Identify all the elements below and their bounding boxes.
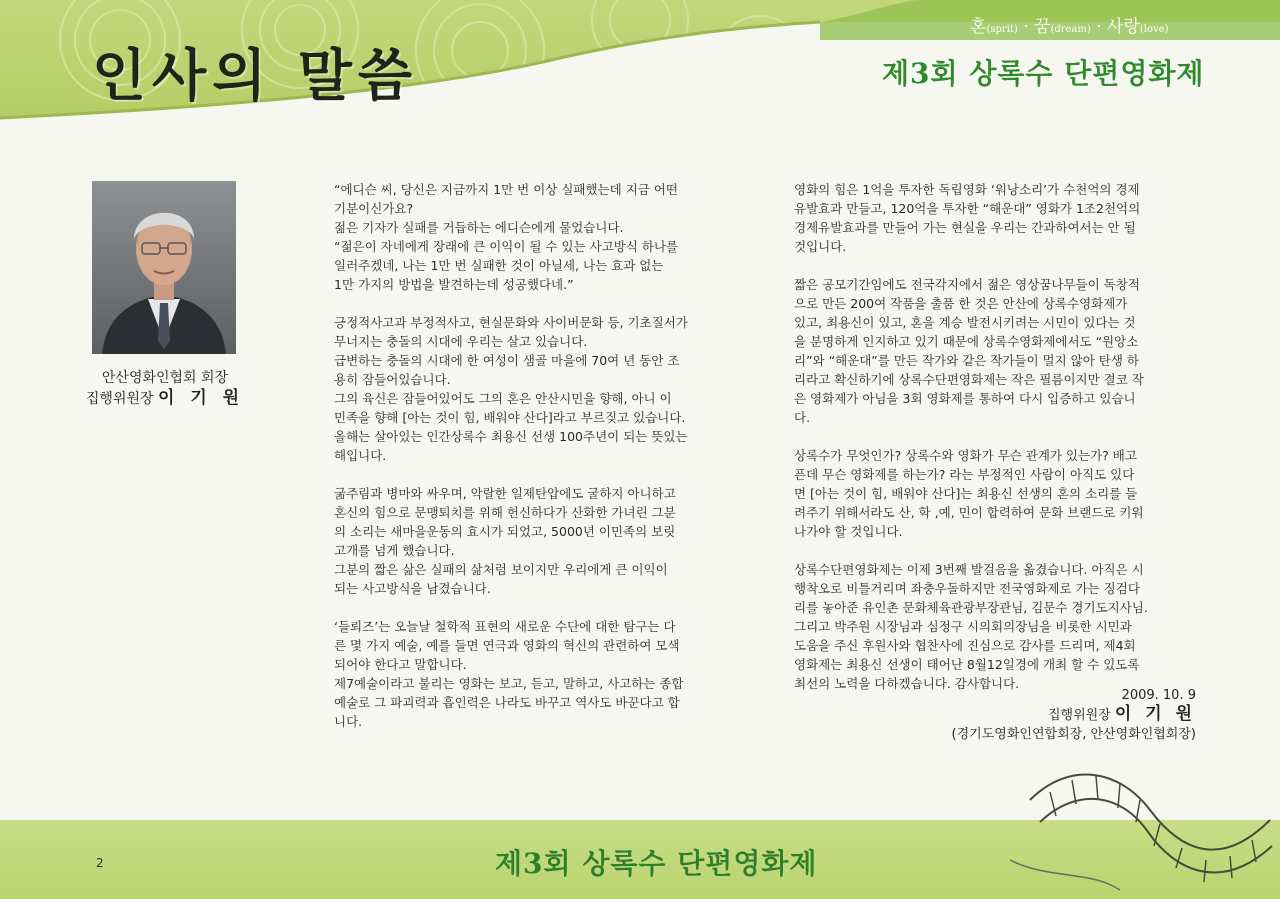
text-line: “젊은이 자네에게 장래에 큰 이익이 될 수 있는 사고방식 하나를 xyxy=(334,239,679,254)
body-column-right xyxy=(794,180,1190,712)
festival-title-footer: 제3회 상록수 단편영화제 xyxy=(495,847,818,880)
text-line: 1만 가지의 방법을 발견하는데 성공했다네.” xyxy=(334,277,574,292)
text-line: 으로 만든 200여 작품을 출품 한 것은 안산에 상록수영화제가 xyxy=(794,296,1128,311)
text-line: 되는 사고방식을 남겼습니다. xyxy=(334,581,491,596)
text-line: 리”와 “해운대”를 만든 작가와 같은 작가들이 멀지 않아 탄생 하 xyxy=(794,353,1139,368)
text-line: 은 영화제가 아님을 3회 영화제를 통하여 다시 입증하고 있습니 xyxy=(794,391,1136,406)
text-line: 긍정적사고과 부정적사고, 현실문화와 사이버문화 등, 기초질서가 xyxy=(334,315,688,330)
motto-word: 혼 xyxy=(970,17,987,37)
motto-separator: · xyxy=(1096,17,1102,37)
text-line: 혼신의 힘으로 문맹퇴치를 위해 헌신하다가 산화한 가녀린 그분 xyxy=(334,505,676,520)
text-line: 해입니다. xyxy=(334,448,387,463)
motto-word-en: (sprit) xyxy=(986,24,1018,35)
text-line: ‘들뢰즈’는 오늘날 철학적 표현의 새로운 수단에 대한 탐구는 다 xyxy=(334,619,676,634)
text-line: 제7예술이라고 불리는 영화는 보고, 듣고, 말하고, 사고하는 종합 xyxy=(334,676,684,691)
text-line: 나가야 할 것입니다. xyxy=(794,524,903,539)
motto xyxy=(970,12,1168,36)
body-column-left xyxy=(334,180,740,750)
text-line: 올해는 살아있는 인간상록수 최용신 선생 100주년이 되는 뜻있는 xyxy=(334,429,688,444)
paragraph xyxy=(334,484,740,598)
paragraph xyxy=(794,275,1190,427)
text-line: 기분이신가요? xyxy=(334,201,414,216)
text-line: 용히 잠들어있습니다. xyxy=(334,372,451,387)
motto-word: 꿈 xyxy=(1034,17,1051,37)
signature-name: 이 기 원 xyxy=(1114,704,1196,724)
motto-word: 사랑 xyxy=(1107,17,1140,37)
festival-title-header: 제3회 상록수 단편영화제 xyxy=(882,57,1205,90)
text-line: 상록수단편영화제는 이제 3번째 발걸음을 옮겼습니다. 아직은 시 xyxy=(794,562,1144,577)
signature-block xyxy=(920,686,1196,744)
paragraph xyxy=(794,446,1190,541)
text-line: 면 [아는 것이 힘, 배워야 산다]는 최용신 선생의 혼의 소리를 들 xyxy=(794,486,1138,501)
motto-separator: · xyxy=(1023,17,1029,37)
paragraph xyxy=(334,180,740,294)
signature-date: 2009. 10. 9 xyxy=(1121,688,1196,703)
text-line: 유발효과 만들고, 120억을 투자한 “해운대” 영화가 1조2천억의 xyxy=(794,201,1141,216)
film-strip-icon xyxy=(1010,760,1280,899)
paragraph xyxy=(334,617,740,731)
text-line: 무너지는 충돌의 시대에 우리는 살고 있습니다. xyxy=(334,334,588,349)
text-line: 있고, 최용신이 있고, 혼을 계승 발전시키려는 시민이 있다는 것 xyxy=(794,315,1136,330)
text-line: 픈데 무슨 영화제를 하는가? 라는 부정적인 사람이 아직도 있다 xyxy=(794,467,1135,482)
text-line: 리를 놓아준 유인촌 문화체육관광부장관님, 김문수 경기도지사님. xyxy=(794,600,1148,615)
text-line: 영화의 힘은 1억을 투자한 독립영화 ‘워낭소리’가 수천억의 경제 xyxy=(794,182,1140,197)
text-line: 짧은 공모기간임에도 전국각지에서 젊은 영상꿈나무들이 독창적 xyxy=(794,277,1140,292)
signature-role: 집행위원장 xyxy=(1047,708,1111,723)
text-line: 른 몇 가지 예술, 예를 들면 연극과 영화의 혁신의 관련하여 모색 xyxy=(334,638,680,653)
paragraph xyxy=(794,560,1190,693)
text-line: 최선의 노력을 다하겠습니다. 감사합니다. xyxy=(794,676,1020,691)
motto-word-en: (love) xyxy=(1139,24,1169,35)
profile-name: 이 기 원 xyxy=(157,388,245,408)
text-line: 그의 육신은 잠들어있어도 그의 혼은 안산시민을 향해, 아니 이 xyxy=(334,391,672,406)
text-line: 고개를 넘게 했습니다. xyxy=(334,543,455,558)
text-line: “에디슨 씨, 당신은 지금까지 1만 번 이상 실패했는데 지금 어떤 xyxy=(334,182,678,197)
text-line: 것입니다. xyxy=(794,239,847,254)
profile-role-title: 집행위원장 xyxy=(85,391,154,407)
text-line: 의 소리는 새마을운동의 효시가 되었고, 5000년 이민족의 보릿 xyxy=(334,524,676,539)
text-line: 경제유발효과를 만들어 가는 현실을 우리는 간과하여서는 안 될 xyxy=(794,220,1136,235)
text-line: 영화제는 최용신 선생이 태어난 8월12일경에 개최 할 수 있도록 xyxy=(794,657,1140,672)
page-number: 2 xyxy=(96,856,104,870)
text-line: 젊은 기자가 실패를 거듭하는 에디슨에게 물었습니다. xyxy=(334,220,624,235)
text-line: 그리고 박주원 시장님과 심정구 시의회의장님을 비롯한 시민과 xyxy=(794,619,1132,634)
text-line: 리라고 확신하기에 상록수단편영화제는 작은 필름이지만 결코 작 xyxy=(794,372,1144,387)
text-line: 려주기 위해서라도 산, 학 ,예, 민이 합력하여 문화 브랜드로 키워 xyxy=(794,505,1144,520)
text-line: 도움을 주신 후원사와 협찬사에 진심으로 감사를 드리며, 제4회 xyxy=(794,638,1136,653)
text-line: 니다. xyxy=(334,714,363,729)
text-line: 굶주림과 병마와 싸우며, 악랄한 일제탄압에도 굴하지 아니하고 xyxy=(334,486,676,501)
text-line: 민족을 향해 [아는 것이 힘, 배워야 산다]라고 부르짖고 있습니다. xyxy=(334,410,686,425)
profile-role: 안산영화인협회 회장 xyxy=(101,370,229,386)
text-line: 되어야 한다고 말합니다. xyxy=(334,657,467,672)
portrait-illustration xyxy=(92,181,236,354)
text-line: 예술로 그 파괴력과 흡인력은 나라도 바꾸고 역사도 바꾼다고 합 xyxy=(334,695,680,710)
text-line: 그분의 짧은 삶은 실패의 삶처럼 보이지만 우리에게 큰 이익이 xyxy=(334,562,668,577)
text-line: 급변하는 충돌의 시대에 한 여성이 샘골 마을에 70여 년 동안 조 xyxy=(334,353,680,368)
signature-affiliation: (경기도영화인연합회장, 안산영화인협회장) xyxy=(951,727,1196,742)
profile-caption xyxy=(70,368,260,409)
paragraph xyxy=(794,180,1190,256)
text-line: 상록수가 무엇인가? 상록수와 영화가 무슨 관계가 있는가? 배고 xyxy=(794,448,1137,463)
page-title: 인사의 말씀 xyxy=(92,44,418,109)
paragraph xyxy=(334,313,740,465)
text-line: 다. xyxy=(794,410,811,425)
portrait-photo xyxy=(92,181,236,354)
text-line: 행착오로 비틀거리며 좌충우돌하지만 전국영화제로 가는 징검다 xyxy=(794,581,1140,596)
motto-word-en: (dream) xyxy=(1050,24,1091,35)
text-line: 일러주겠네, 나는 1만 번 실패한 것이 아닐세, 나는 효과 없는 xyxy=(334,258,664,273)
text-line: 을 분명하게 인지하고 있기 때문에 상록수영화제에서도 “원앙소 xyxy=(794,334,1139,349)
